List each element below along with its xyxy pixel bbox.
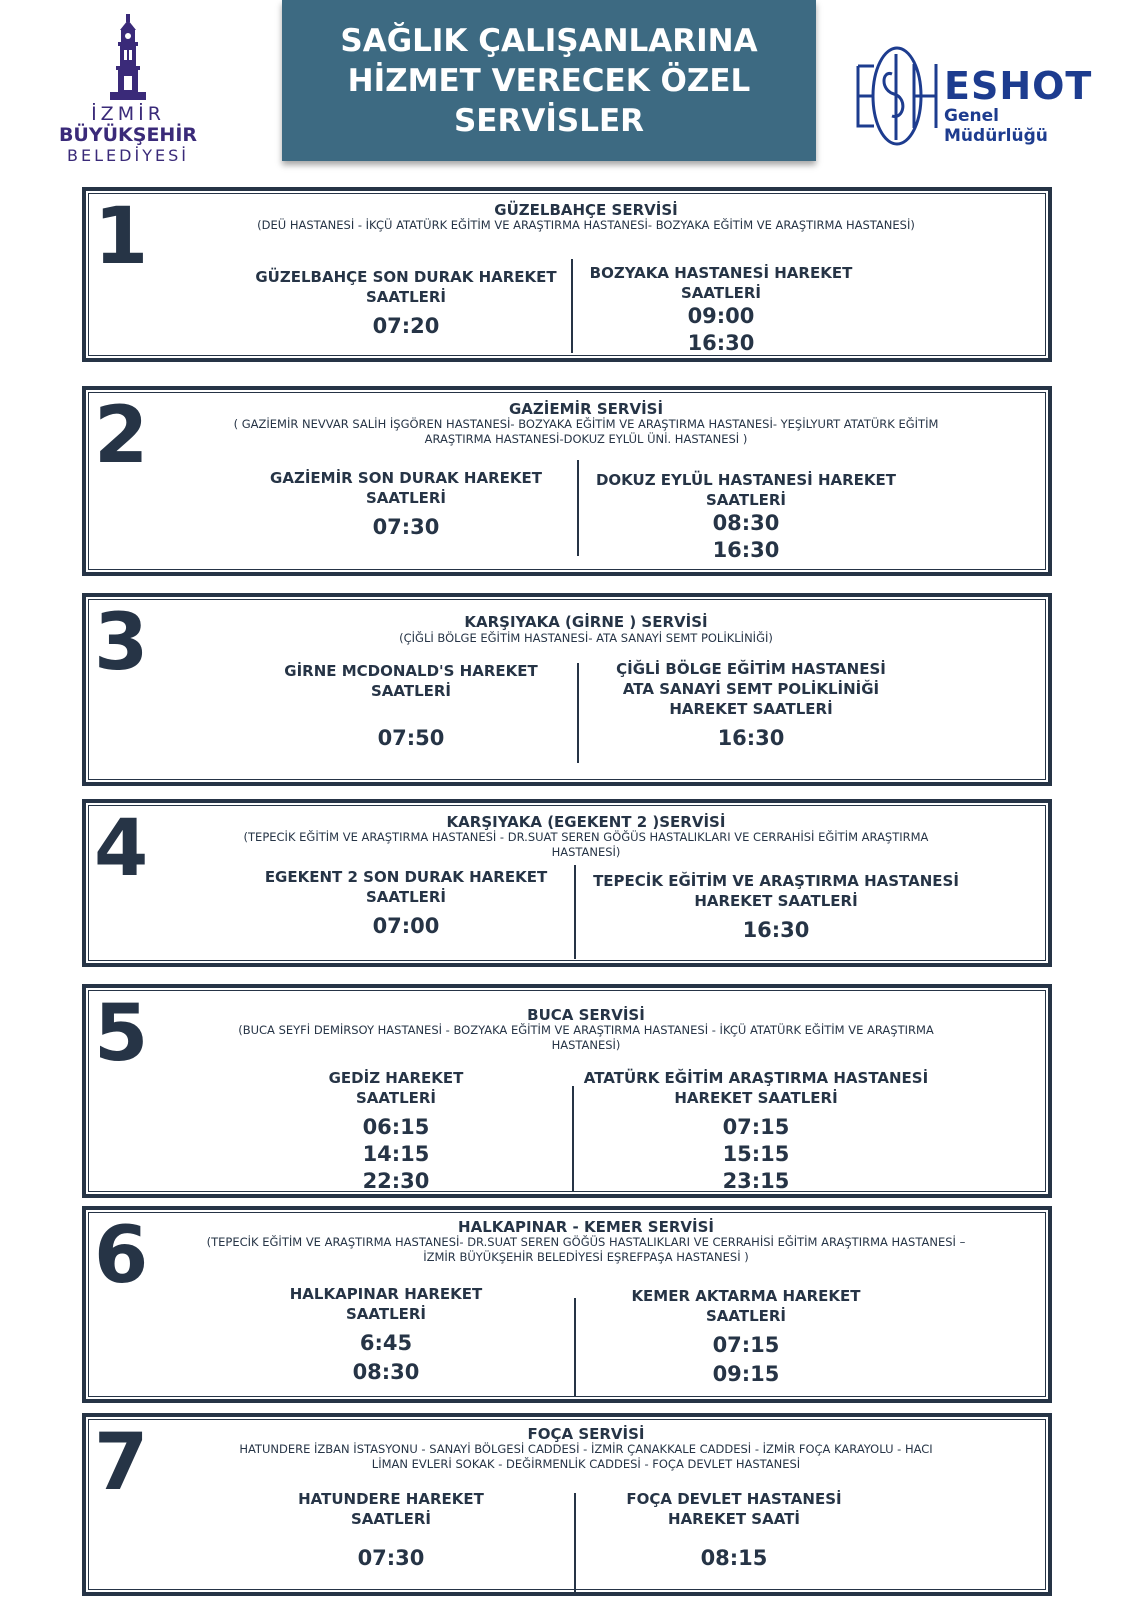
route-title: KARŞIYAKA (GİRNE ) SERVİSİ — [464, 613, 708, 631]
column-heading: GAZİEMİR SON DURAK HAREKET — [270, 469, 542, 487]
departure-time: 16:30 — [687, 331, 755, 355]
left-departure-column — [241, 661, 581, 752]
izmir-logo-line3: BELEDİYESİ — [67, 146, 189, 165]
departure-time: 07:30 — [372, 515, 440, 539]
column-heading: HAREKET SAATLERİ — [694, 892, 858, 910]
departure-time: 06:15 — [362, 1115, 430, 1139]
left-departure-column — [236, 468, 576, 541]
left-departure-column — [226, 1068, 566, 1195]
column-heading: TEPECİK EĞİTİM VE ARAŞTIRMA HASTANESİ — [593, 872, 959, 890]
column-heading: SAATLERİ — [350, 1510, 432, 1528]
column-heading: HAREKET SAATLERİ — [674, 1089, 838, 1107]
departure-time: 07:20 — [372, 314, 440, 338]
column-heading: HALKAPINAR HAREKET — [289, 1285, 483, 1303]
eshot-monogram-icon — [852, 44, 942, 149]
route-number: 2 — [94, 391, 147, 481]
column-heading: SAATLERİ — [680, 284, 762, 302]
column-heading: EGEKENT 2 SON DURAK HAREKET — [264, 868, 548, 886]
right-departure-column — [566, 1068, 946, 1195]
eshot-logo — [852, 44, 1102, 149]
column-heading: FOÇA DEVLET HASTANESİ — [626, 1490, 842, 1508]
clock-tower-icon — [98, 14, 158, 104]
departure-time: 23:15 — [722, 1169, 790, 1193]
right-departure-column — [551, 263, 891, 357]
departure-time: 07:15 — [722, 1115, 790, 1139]
departure-time: 14:15 — [362, 1142, 430, 1166]
route-number: 5 — [94, 989, 147, 1079]
title-line: SERVİSLER — [453, 102, 645, 139]
column-heading: SAATLERİ — [705, 1307, 787, 1325]
column-heading: SAATLERİ — [370, 682, 452, 700]
left-departure-column — [216, 1284, 556, 1386]
route-title: KARŞIYAKA (EGEKENT 2 )SERVİSİ — [446, 813, 726, 831]
column-heading: SAATLERİ — [345, 1305, 427, 1323]
departure-time: 08:30 — [712, 511, 780, 535]
column-heading: SAATLERİ — [365, 888, 447, 906]
departure-time: 07:30 — [357, 1546, 425, 1570]
column-heading: DOKUZ EYLÜL HASTANESİ HAREKET — [595, 471, 897, 489]
izmir-logo-line2: BÜYÜKŞEHİR — [58, 124, 198, 146]
left-departure-column — [236, 867, 576, 940]
departure-time: 6:45 — [359, 1331, 413, 1355]
route-title: BUCA SERVİSİ — [527, 1006, 645, 1024]
route-subtitle: HATUNDERE İZBAN İSTASYONU - SANAYİ BÖLGESİ CADDESİ - İZMİR ÇANAKKALE CADDESİ - İZMİR FOÇA KARAYOLU - HACI LİMAN EVLERİ SOKAK - DEĞİRMENLİK CADDESİ - FOÇA DEVLET HASTANESİ — [239, 1442, 933, 1471]
column-heading: ÇİĞLİ BÖLGE EĞİTİM HASTANESİ — [616, 660, 886, 678]
izmir-buyuksehir-logo — [58, 14, 198, 164]
route-section — [82, 799, 1052, 967]
route-section — [82, 1413, 1052, 1596]
route-title: HALKAPINAR - KEMER SERVİSİ — [458, 1218, 714, 1236]
column-heading: SAATLERİ — [365, 489, 447, 507]
departure-time: 07:15 — [712, 1333, 780, 1357]
route-section — [82, 984, 1052, 1198]
column-heading: HATUNDERE HAREKET — [298, 1490, 484, 1508]
left-departure-column — [221, 1489, 561, 1572]
column-heading: ATATÜRK EĞİTİM ARAŞTIRMA HASTANESİ — [583, 1069, 929, 1087]
departure-time: 09:00 — [687, 304, 755, 328]
route-section — [82, 386, 1052, 576]
departure-time: 07:50 — [377, 726, 445, 750]
right-departure-column — [576, 470, 916, 564]
route-title: FOÇA SERVİSİ — [527, 1425, 645, 1443]
route-subtitle: (TEPECİK EĞİTİM VE ARAŞTIRMA HASTANESİ- DR.SUAT SEREN GÖĞÜS HASTALIKLARI VE CERRAHİSİ EĞİTİM ARAŞTIRMA HASTANESİ – İZMİR BÜYÜKŞEHİR BELEDİYESİ EŞREFPAŞA HASTANESİ ) — [206, 1235, 966, 1264]
route-subtitle: (ÇİĞLİ BÖLGE EĞİTİM HASTANESİ- ATA SANAYİ SEMT POLİKLİNİĞİ) — [399, 631, 773, 645]
route-title: GÜZELBAHÇE SERVİSİ — [494, 201, 678, 219]
column-divider — [574, 865, 576, 959]
title-line: HİZMET VERECEK ÖZEL — [347, 62, 751, 99]
column-heading: KEMER AKTARMA HAREKET — [631, 1287, 861, 1305]
column-heading: GEDİZ HAREKET — [328, 1069, 464, 1087]
route-number: 7 — [94, 1418, 147, 1508]
route-section — [82, 1206, 1052, 1403]
departure-time: 08:30 — [352, 1360, 420, 1384]
route-number: 1 — [94, 192, 147, 282]
route-subtitle: (DEÜ HASTANESİ - İKÇÜ ATATÜRK EĞİTİM VE ARAŞTIRMA HASTANESİ- BOZYAKA EĞİTİM VE ARAŞTIRMA HASTANESİ) — [257, 218, 915, 232]
column-heading: SAATLERİ — [705, 491, 787, 509]
departure-time: 16:30 — [717, 726, 785, 750]
right-departure-column — [586, 871, 966, 944]
column-heading: GÜZELBAHÇE SON DURAK HAREKET — [255, 268, 557, 286]
departure-time: 08:15 — [700, 1546, 768, 1570]
column-divider — [577, 663, 579, 763]
route-section — [82, 593, 1052, 786]
column-heading: BOZYAKA HASTANESİ HAREKET — [589, 264, 853, 282]
departure-time: 22:30 — [362, 1169, 430, 1193]
column-heading: ATA SANAYİ SEMT POLİKLİNİĞİ — [622, 680, 880, 698]
column-heading: GİRNE MCDONALD'S HAREKET — [284, 662, 538, 680]
departure-time: 16:30 — [712, 538, 780, 562]
right-departure-column — [576, 1286, 916, 1388]
route-section — [82, 187, 1052, 362]
departure-time: 09:15 — [712, 1362, 780, 1386]
eshot-logo-name: ESHOT — [944, 64, 1093, 108]
izmir-logo-line1: İZMİR — [91, 103, 165, 125]
right-departure-column — [564, 1489, 904, 1572]
column-heading: HAREKET SAATİ — [668, 1510, 800, 1528]
route-subtitle: ( GAZİEMİR NEVVAR SALİH İŞGÖREN HASTANESİ- BOZYAKA EĞİTİM VE ARAŞTIRMA HASTANESİ- YEŞİLYURT ATATÜRK EĞİTİM ARAŞTIRMA HASTANESİ-DOKUZ EYLÜL ÜNİ. HASTANESİ ) — [233, 417, 939, 446]
route-title: GAZİEMİR SERVİSİ — [508, 400, 664, 418]
departure-time: 16:30 — [742, 918, 810, 942]
column-heading: SAATLERİ — [365, 288, 447, 306]
page-title-banner — [282, 0, 816, 161]
column-heading: HAREKET SAATLERİ — [669, 700, 833, 718]
page-header — [0, 0, 1131, 180]
left-departure-column — [236, 267, 576, 340]
right-departure-column — [581, 659, 921, 752]
route-subtitle: (TEPECİK EĞİTİM VE ARAŞTIRMA HASTANESİ - DR.SUAT SEREN GÖĞÜS HASTALIKLARI VE CERRAHİSİ EĞİTİM ARAŞTIRMA HASTANESİ) — [243, 830, 929, 859]
route-number: 6 — [94, 1211, 147, 1301]
eshot-logo-sub: Genel Müdürlüğü — [944, 106, 1048, 146]
column-heading: SAATLERİ — [355, 1089, 437, 1107]
title-line: SAĞLIK ÇALIŞANLARINA — [340, 22, 758, 59]
route-number: 3 — [94, 598, 147, 688]
route-number: 4 — [94, 804, 147, 894]
departure-time: 07:00 — [372, 914, 440, 938]
departure-time: 15:15 — [722, 1142, 790, 1166]
route-subtitle: (BUCA SEYFİ DEMİRSOY HASTANESİ - BOZYAKA EĞİTİM VE ARAŞTIRMA HASTANESİ - İKÇÜ ATATÜRK EĞİTİM VE ARAŞTIRMA HASTANESİ) — [238, 1023, 934, 1052]
